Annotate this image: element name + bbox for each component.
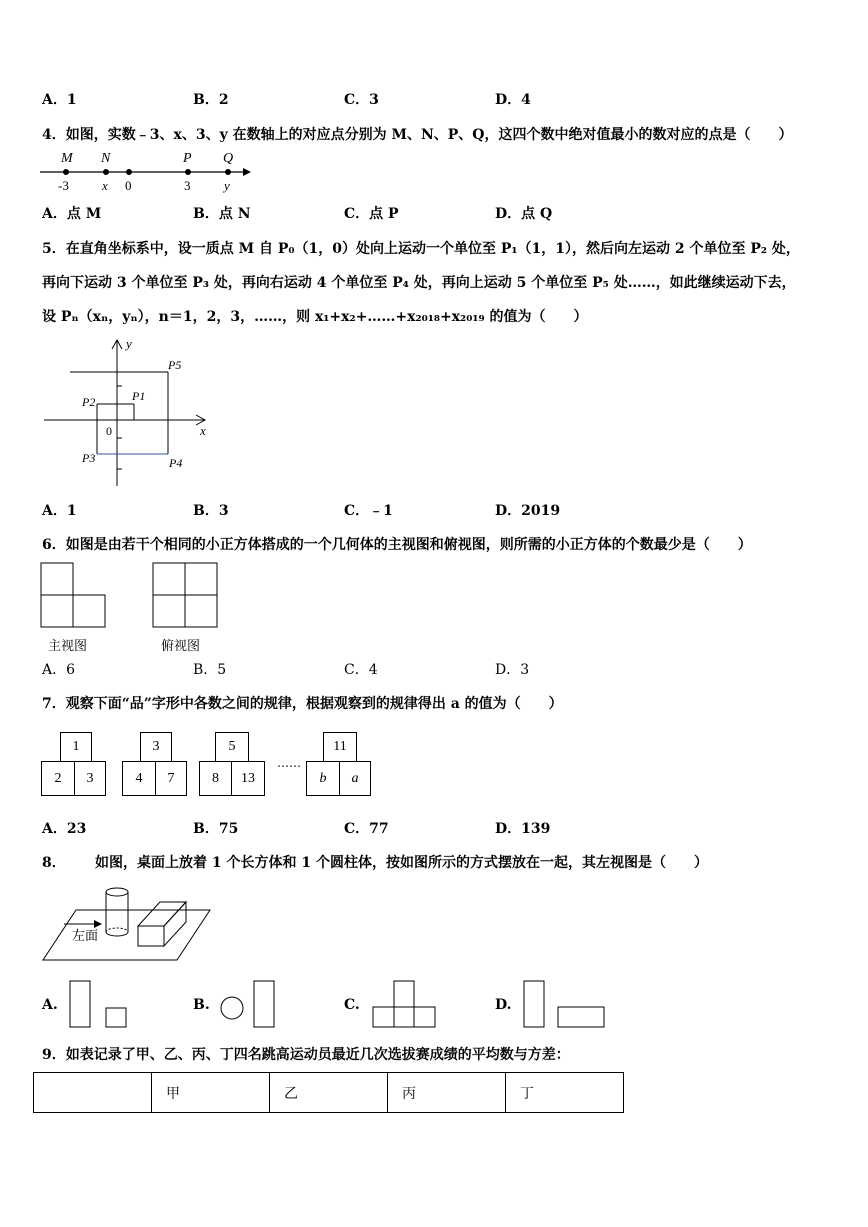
- q3-option-d: D．4: [495, 92, 531, 108]
- q4-option-a: A．点 M: [42, 206, 102, 222]
- q6-option-b: B．5: [193, 662, 227, 678]
- q6-option-c: C．4: [344, 662, 378, 678]
- q7-group1-top: 1: [60, 732, 92, 762]
- q5-option-c: C．﹣1: [344, 503, 393, 519]
- q4-value-x: x: [102, 178, 108, 193]
- q4-value-neg3: -3: [58, 178, 69, 193]
- q6-top-view-label: 俯视图: [161, 639, 201, 654]
- q7-group4-right: a: [339, 761, 371, 796]
- q9-stem: 9．如表记录了甲、乙、丙、丁四名跳高运动员最近几次选拔赛成绩的平均数与方差：: [42, 1047, 570, 1063]
- q5-option-b: B．3: [193, 503, 229, 519]
- q9-header-jia: 甲: [152, 1073, 270, 1113]
- q3-option-c: C．3: [344, 92, 379, 108]
- q7-option-d: D．139: [495, 821, 551, 837]
- q7-group2-left: 4: [122, 761, 156, 796]
- q5-p4-label: P4: [169, 456, 183, 470]
- q9-header-ding: 丁: [506, 1073, 624, 1113]
- q5-p1-label: P1: [132, 389, 146, 403]
- q9-header-yi: 乙: [270, 1073, 388, 1113]
- q5-axis-x-label: x: [200, 423, 206, 438]
- q7-option-a: A．23: [42, 821, 87, 837]
- q5-p2-label: P2: [82, 395, 96, 409]
- q4-option-c: C．点 P: [344, 206, 399, 222]
- q4-option-d: D．点 Q: [495, 206, 553, 222]
- q4-number-line: [38, 146, 253, 196]
- q4-point-n: N: [101, 151, 111, 166]
- q5-p3-label: P3: [82, 451, 96, 465]
- q5-axis-y-label: y: [126, 336, 132, 351]
- q7-option-b: B．75: [193, 821, 239, 837]
- q8-option-d: D.: [495, 997, 512, 1013]
- q4-option-b: B．点 N: [193, 206, 251, 222]
- q8-left-face-label: 左面: [72, 929, 99, 944]
- q8-scene-figure: [40, 882, 215, 964]
- q5-p5-label: P5: [168, 358, 182, 372]
- q5-stem-line3: 设 Pₙ（xₙ，yₙ），n＝1，2，3，……，则 x₁+x₂+……+x₂₀₁₈+x₂₀₁₉ 的值为（ ）: [42, 309, 588, 325]
- q7-group3-top: 5: [215, 732, 249, 762]
- q8-option-b-figure: [218, 980, 280, 1032]
- q8-option-a-figure: [68, 980, 130, 1032]
- q7-group3-right: 13: [231, 761, 265, 796]
- q3-option-b: B．2: [193, 92, 229, 108]
- q7-group3-left: 8: [199, 761, 232, 796]
- q6-front-view: [40, 562, 110, 630]
- q6-option-a: A．6: [42, 662, 76, 678]
- q9-header-blank: [34, 1073, 152, 1113]
- q3-option-a: A．1: [42, 92, 77, 108]
- q4-value-3: 3: [184, 178, 191, 193]
- q8-stem: 如图，桌面上放着 1 个长方体和 1 个圆柱体，按如图所示的方式摆放在一起，其左视图是（ ）: [95, 855, 708, 871]
- q4-point-q: Q: [223, 151, 234, 166]
- q6-option-d: D．3: [495, 662, 530, 678]
- q4-point-p: P: [183, 151, 192, 166]
- q8-option-c: C.: [344, 997, 360, 1013]
- q5-option-d: D．2019: [495, 503, 561, 519]
- q4-value-0: 0: [125, 178, 132, 193]
- table-row: [34, 1073, 624, 1113]
- q4-point-m: M: [61, 151, 73, 166]
- q9-score-table: [33, 1072, 624, 1113]
- q7-option-c: C．77: [344, 821, 389, 837]
- q8-option-d-figure: [522, 980, 608, 1032]
- q7-group2-top: 3: [140, 732, 172, 762]
- q7-group4-top: 11: [323, 732, 357, 762]
- q7-stem: 7．观察下面“品”字形中各数之间的规律，根据观察到的规律得出 a 的值为（ ）: [42, 696, 563, 712]
- q8-number: 8．: [42, 855, 66, 871]
- q5-coordinate-graph: [40, 334, 220, 494]
- q6-stem: 6．如图是由若干个相同的小正方体搭成的一个几何体的主视图和俯视图，则所需的小正方体的个数最少是（ ）: [42, 537, 752, 553]
- q9-header-bing: 丙: [388, 1073, 506, 1113]
- q4-stem: 4．如图，实数﹣3、x、3、y 在数轴上的对应点分别为 M、N、P、Q，这四个数中绝对值最小的数对应的点是（ ）: [42, 127, 793, 143]
- q7-group2-right: 7: [155, 761, 187, 796]
- q6-top-view: [152, 562, 222, 630]
- q5-stem-line2: 再向下运动 3 个单位至 P₃ 处，再向右运动 4 个单位至 P₄ 处，再向上运动 5 个单位至 P₅ 处……，如此继续运动下去，: [42, 275, 796, 291]
- q7-group1-right: 3: [74, 761, 106, 796]
- q6-front-view-label: 主视图: [48, 639, 88, 654]
- q5-stem-line1: 5．在直角坐标系中，设一质点 M 自 P₀（1，0）处向上运动一个单位至 P₁（1，1），然后向左运动 2 个单位至 P₂ 处，: [42, 241, 800, 257]
- q8-option-b: B.: [193, 997, 210, 1013]
- q5-option-a: A．1: [42, 503, 77, 519]
- q5-origin-label: 0: [106, 424, 112, 438]
- q7-group4-left: b: [306, 761, 340, 796]
- q8-option-c-figure: [370, 980, 440, 1032]
- q8-option-a: A.: [42, 997, 58, 1013]
- q4-value-y: y: [224, 178, 230, 193]
- q7-ellipsis: ……: [277, 756, 301, 770]
- q7-group1-left: 2: [41, 761, 75, 796]
